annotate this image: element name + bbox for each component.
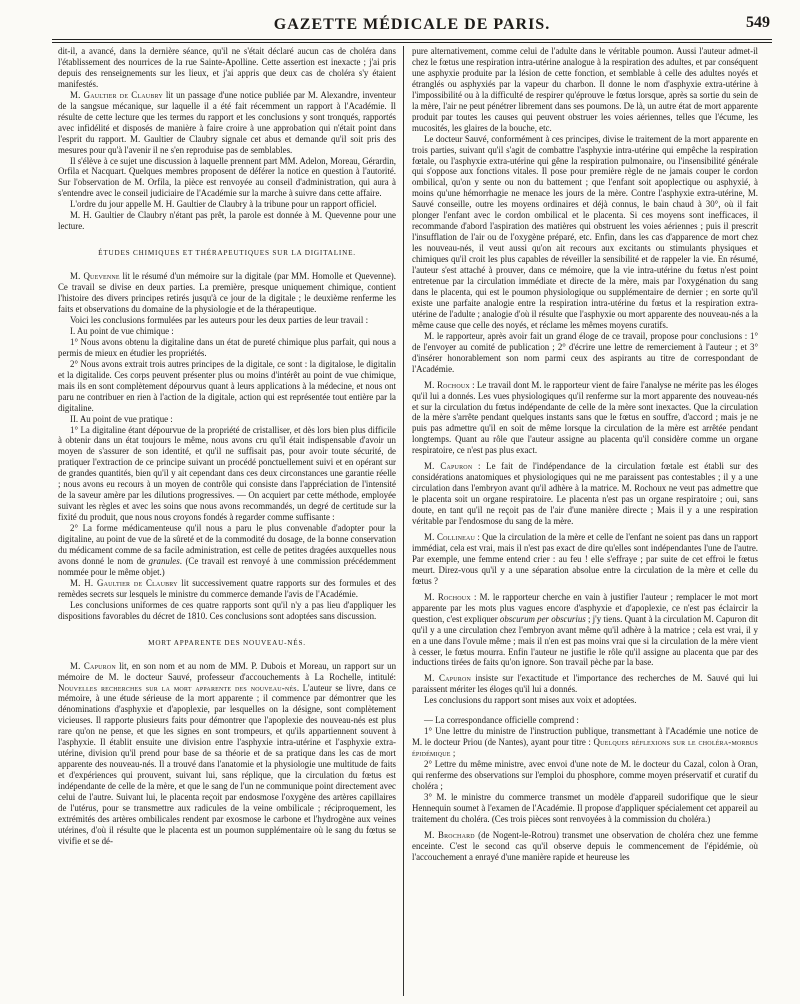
paragraph: 2° La forme médicamenteuse qu'il nous a paru le plus convenable d'adopter pour la digitaline, au point de vue de la sûreté et de la commodité du dosage, de la bonne conservation du médicament comme de sa facile administration, est celle de petites dragées auxquelles nous avons donné le nom de granules. (Ce travail est renvoyé à une commission précédemment nommée pour le même objet.) (58, 523, 396, 577)
journal-title: GAZETTE MÉDICALE DE PARIS. (273, 16, 551, 33)
speaker-name: M. Rochoux (424, 591, 471, 602)
paragraph: M. H. Gaultier de Claubry lit successivement quatre rapports sur des formules et des remèdes secrets sur lesquels le ministre du commerce demande l'avis de l'Académie. (58, 577, 396, 599)
paragraph: pure alternativement, comme celui de l'adulte dans le véritable poumon. Aussi l'auteur admet-il chez le fœtus une respiration intra-utérine analogue à la respiration des adultes, et par conséquent une asphyxie produite par la lésion de cette fonction, et semblable à celle des adultes noyés et étranglés ou asphyxiés par la vapeur du charbon. Il donne le nom d'asphyxie extra-utérine à l'impossibilité ou à la difficulté de respirer qu'éprouve le fœtus lorsque, après sa sortie du sein de la mère, l'air ne peut pénétrer librement dans ses poumons. De là, un autre état de mort apparente produit par toutes les causes qui peuvent obstruer les voies aériennes, telles que l'écume, les mucosités, les glaires de la bouche, etc. (412, 46, 758, 133)
paragraph: Voici les conclusions formulées par les auteurs pour les deux parties de leur travail : (70, 314, 369, 325)
paragraph: 1° Une lettre du ministre de l'instruction publique, transmettant à l'Académie une notice de M. le docteur Priou (de Nantes), ayant pour titre : Quelques réflexions sur le choléra-morbus épidémique ; (412, 726, 758, 759)
paragraph: 1° La digitaline étant dépourvue de la propriété de cristalliser, et dès lors bien plus difficile à obtenir dans un état toujours le même, nous avons cru qu'il était indispensable d'avoir un moyen de s'assurer de son identité, et qu'il ne suffisait pas, pour avoir toute sécurité, de pratiquer l'extraction de ce principe suivant un procédé ponctuellement suivi et en opérant sur de grandes quantités, bien qu'il y ait cependant dans ces deux circonstances une garantie réelle ; nous avons eu recours à un moyen de contrôle qui consiste dans l'appréciation de l'intensité de la saveur amère par les dilutions progressives. — On acquiert par cette méthode, employée suivant les règles et avec les soins que nous avons recommandés, un degré de certitude sur la fixité du produit, que nous nous croyons fondés à regarder comme suffisante : (58, 424, 396, 523)
paragraph: M. Gaultier de Claubry lit un passage d'une notice publiée par M. Alexandre, inventeur de la sangsue mécanique, sur laquelle il a été fait récemment un rapport à l'Académie. Il résulte de cette lecture que les termes du rapport et les conclusions y sont tronqués, rapportés avec infidélité et disposés de manière à faire croire à une approbation qui n'était point dans l'esprit du rapport. M. Gaultier de Claubry signale cet abus et demande qu'il soit pris des mesures pour qu'à l'avenir il ne s'en reproduise pas de semblables. (58, 89, 396, 155)
paragraph: Les conclusions du rapport sont mises aux voix et adoptées. (424, 695, 637, 706)
paragraph: M. Quevenne lit le résumé d'un mémoire sur la digitale (par MM. Homolle et Quevenne). Ce travail se divise en deux parties. La première, presque uniquement chimique, contient l'histoire des divers principes retirés jusqu'à ce jour de la digitale ; le deuxième renferme les faits et observations du domaine de la physiologie et de la thérapeutique. (58, 271, 396, 315)
paragraph: L'ordre du jour appelle M. H. Gaultier de Claubry à la tribune pour un rapport officiel. (70, 199, 377, 210)
section-heading-mort-apparente: MORT APPARENTE DES NOUVEAU-NÉS. (148, 638, 306, 647)
speaker-name: M. Capuron (70, 660, 116, 671)
page-number: 549 (746, 14, 770, 31)
speaker-name: M. Quevenne (70, 271, 120, 282)
paragraph: M. Rochoux : M. le rapporteur cherche en vain à justifier l'auteur ; remplacer le mot mort apparente par les mots plus vagues encore d'asphyxie et d'apoplexie, ce n'est pas éclaircir la question, c'est expliquer obscurum per obscurius ; j'y tiens. Quant à la circulation M. Capuron dit qu'il y a une circulation chez l'embryon avant même qu'il adhère à la matrice ; cela est vrai, il y en a une dans l'ovule même ; mais il n'en est pas moins vrai que si la circulation de la mère vient à cesser, le fœtus mourra. Enfin l'auteur ne justifie le rôle qu'il assigne au placenta que par des inductions tirées de faits qu'on ignore. Son travail pèche par la base. (412, 591, 758, 668)
paragraph: 2° Lettre du même ministre, avec envoi d'une note de M. le docteur du Cazal, colon à Oran, qui renferme des observations sur l'emploi du phosphore, comme moyen préservatif et curatif du choléra ; (412, 759, 758, 791)
paragraph: M. Collineau : Que la circulation de la mère et celle de l'enfant ne soient pas dans un rapport immédiat, cela est vrai, mais il n'est pas exact de dire qu'elles sont indépendantes l'une de l'autre. Par exemple, une femme entend crier : au feu ! elle s'effraye ; par suite de cet effroi le fœtus meurt. Direz-vous qu'il y a une séparation absolue entre la circulation de la mère et celle du fœtus ? (412, 531, 758, 586)
left-column (58, 46, 396, 996)
paragraph: Il s'élève à ce sujet une discussion à laquelle prennent part MM. Adelon, Moreau, Gérardin, Orfila et Nacquart. Quelques membres proposent de déférer la notice en question à l'autorité. Sur l'observation de M. Orfila, la pièce est renvoyée au conseil d'administration, qui aura à s'entendre avec le conseil judiciaire de l'Académie sur la marche à suivre dans cette affaire. (58, 155, 396, 199)
header-rule (52, 39, 772, 43)
paragraph: II. Au point de vue pratique : (70, 413, 173, 424)
speaker-name: M. Collineau (424, 531, 476, 542)
paragraph: Les conclusions uniformes de ces quatre rapports sont qu'il n'y a pas lieu d'appliquer les dispositions favorables du décret de 1810. Ces conclusions sont adoptées sans discussion. (58, 599, 396, 621)
speaker-name: M. Capuron (424, 461, 473, 472)
paragraph: 3° M. le ministre du commerce transmet un modèle d'appareil sudorifique que le sieur Hennequin soumet à l'examen de l'Académie. Il propose d'appliquer spécialement cet appareil au traitement du choléra. (Ces trois pièces sont renvoyées à la commission du choléra.) (412, 791, 758, 824)
paragraph: dit-il, a avancé, dans la dernière séance, qu'il ne s'était déclaré aucun cas de choléra dans l'établissement des nourrices de la rue Sainte-Apolline. Cette assertion est inexacte ; j'ai pris depuis des renseignements sur les lieux, et j'ai appris que deux cas de choléra s'y étaient manifestés. (58, 46, 396, 89)
paragraph: I. Au point de vue chimique : (70, 325, 174, 336)
section-heading-digitaline: ÉTUDES CHIMIQUES ET THÉRAPEUTIQUES SUR LA DIGITALINE. (98, 249, 356, 258)
paragraph: M. Capuron lit, en son nom et au nom de MM. P. Dubois et Moreau, un rapport sur un mémoire de M. le docteur Sauvé, professeur d'accouchements à La Rochelle, intitulé: Nouvelles recherches sur la mort apparente des nouveau-nés. L'auteur se livre, dans ce mémoire, à une étude sérieuse de la mort apparente ; il commence par démontrer que les dénominations d'asphyxie et d'apoplexie, par lesquelles on la désigne, sont complètement vicieuses. Il rapporte plusieurs faits pour démontrer que l'apoplexie des nouveau-nés est plus rare qu'on ne pense, et que les signes en sont trompeurs, et qu'ils appartiennent souvent à l'asphyxie. Il établit ensuite une division entre l'asphyxie intra-utérine et l'asphyxie extra-utérine, division qu'il prend pour base de sa théorie et de sa pratique dans les cas de mort apparente des nouveau-nés. Il a trouvé dans l'anatomie et la physiologie une multitude de faits et d'expériences qui prouvent, suivant lui, sans réplique, que la circulation du fœtus est indépendante de celle de la mère, et que le sang de l'un ne communique point directement avec celui de l'autre. Suivant lui, le placenta reçoit par endosmose l'oxygène des artères capillaires de l'utérus, pour se transmettre aux radicules de la veine ombilicale ; réciproquement, les extrémités des artères ombilicales rendent par exosmose le carbone et l'hydrogène aux veines utérines, d'où il résulte que le placenta est un poumon supplémentaire où le sang du fœtus se vivifie et se dé- (58, 660, 396, 846)
speaker-name: M. Brochard (424, 829, 475, 840)
right-column (412, 46, 758, 996)
paragraph: Le docteur Sauvé, conformément à ces principes, divise le traitement de la mort apparente en trois parties, suivant qu'il s'agit de combattre l'asphyxie intra-utérine qui empêche la respiration fœtale, ou l'asphyxie extra-utérine qui gêne la respiration pulmonaire, ou l'insensibilité générale qui s'oppose aux fonctions vitales. Il pose pour première règle de ne jamais couper le cordon ombilical, qu'on y sente ou non du battement ; que l'enfant soit apoplectique ou asphyxié, à moins qu'une hémorrhagie ne menace les jours de la mère. Contre l'asphyxie extra-utérine, M. Sauvé conseille, outre les moyens ordinaires et déjà connus, le bain chaud à 30°, où il fait plonger l'enfant avec le cordon ombilical et le placenta. Si ces moyens sont inefficaces, il recommande d'abord l'aspiration des matières qui obstruent les voies aériennes ; puis il prescrit l'insufflation de l'air ou de l'oxygène préparé, etc. Enfin, dans les cas d'apparence de mort chez les nouveau-nés, il veut aussi qu'on ait recours aux excitants ou stimulants physiques et chimiques qu'il croit les plus capables de réveiller la sensibilité et de rappeler la vie. En résumé, l'auteur s'est attaché à prouver, dans ce mémoire, que la vie intra-utérine du fœtus n'est point entretenue par la circulation immédiate et directe de la mère, mais par l'oxygénation du sang dans le placenta, qui est le poumon physiologique ou supplémentaire de dernier ; en sorte qu'il existe une parfaite analogie entre la respiration intra-utérine du fœtus et la respiration extra-utérine de l'adulte ; analogie d'où il résulte que l'asphyxie ou mort apparente des nouveau-nés a la même cause que celle des noyés, et réclame les mêmes moyens curatifs. (412, 133, 758, 330)
memoir-title: Nouvelles recherches sur la mort apparente des nouveau-nés (58, 682, 297, 693)
paragraph: — La correspondance officielle comprend : (424, 715, 579, 726)
paragraph: M. H. Gaultier de Claubry n'étant pas prêt, la parole est donnée à M. Quevenne pour une lecture. (58, 210, 396, 232)
paragraph: M. Capuron : Le fait de l'indépendance de la circulation fœtale est établi sur des considérations anatomiques et physiologiques qui ne me paraissent pas contestables ; il y a une circulation dans l'embryon avant qu'il adhère à la matrice. M. Rochoux ne veut pas admettre que le placenta soit un organe respiratoire. Le placenta n'est pas un organe respiratoire ; oui, sans doute, en tant qu'il ne reçoit pas de l'air d'une manière directe ; Mais il y a une respiration véritable par l'endosmose du sang de la mère. (412, 461, 758, 527)
paragraph: M. Brochard (de Nogent-le-Rotrou) transmet une observation de choléra chez une femme enceinte. C'est le second cas qu'il observe depuis le commencement de l'épidémie, où l'accouchement a enrayé d'une manière rapide et heureuse les (412, 829, 758, 862)
paragraph: M. Rochoux : Le travail dont M. le rapporteur vient de faire l'analyse ne mérite pas les éloges qu'il lui a donnés. Les vues physiologiques qu'il renferme sur la mort apparente des nouveau-nés et sur la circulation du fœtus indépendante de celle de la mère sont inexactes. Que la circulation de la mère s'arrête pendant quelques instants sans que le fœtus en souffre, d'accord ; mais je ne puis pas admettre qu'il en soit de même lorsque la circulation de la mère est arrêtée pendant longtemps. Quant au rôle que l'auteur assigne au placenta qu'il considère comme un organe respiratoire, ce n'est pas plus exact. (412, 379, 758, 456)
paragraph: 2° Nous avons extrait trois autres principes de la digitale, ce sont : la digitalose, le digitalin et la digitalide. Ces corps peuvent présenter plus ou moins d'intérêt au point de vue chimique, mais ils en sont complètement dépourvus quant à leurs applications à la médecine, et nous ont paru ne contribuer en rien à l'action de la digitale, action qui est représentée tout entière par la digitaline. (58, 358, 396, 413)
speaker-name: M. Rochoux (424, 379, 470, 390)
speaker-name: M. Gaultier de Claubry (70, 89, 163, 100)
speaker-name: M. Capuron (424, 673, 472, 684)
paragraph: 1° Nous avons obtenu la digitaline dans un état de pureté chimique plus parfait, qui nous a permis de mieux en étudier les propriétés. (58, 336, 396, 358)
page-header (52, 10, 772, 40)
paragraph: M. Capuron insiste sur l'exactitude et l'importance des recherches de M. Sauvé qui lui paraissent mériter les éloges qu'il lui a donnés. (412, 673, 758, 695)
column-divider (403, 46, 404, 996)
paragraph: M. le rapporteur, après avoir fait un grand éloge de ce travail, propose pour conclusions : 1° de l'envoyer au comité de publication ; 2° d'écrire une lettre de remerciement à l'auteur ; et 3° d'insérer honorablement son nom parmi ceux des aspirants au titre de correspondant de l'Académie. (412, 330, 758, 374)
speaker-name: M. H. Gaultier de Claubry (70, 577, 178, 588)
notice-title: Quelques réflexions sur le choléra-morbus épidémique (412, 737, 758, 759)
